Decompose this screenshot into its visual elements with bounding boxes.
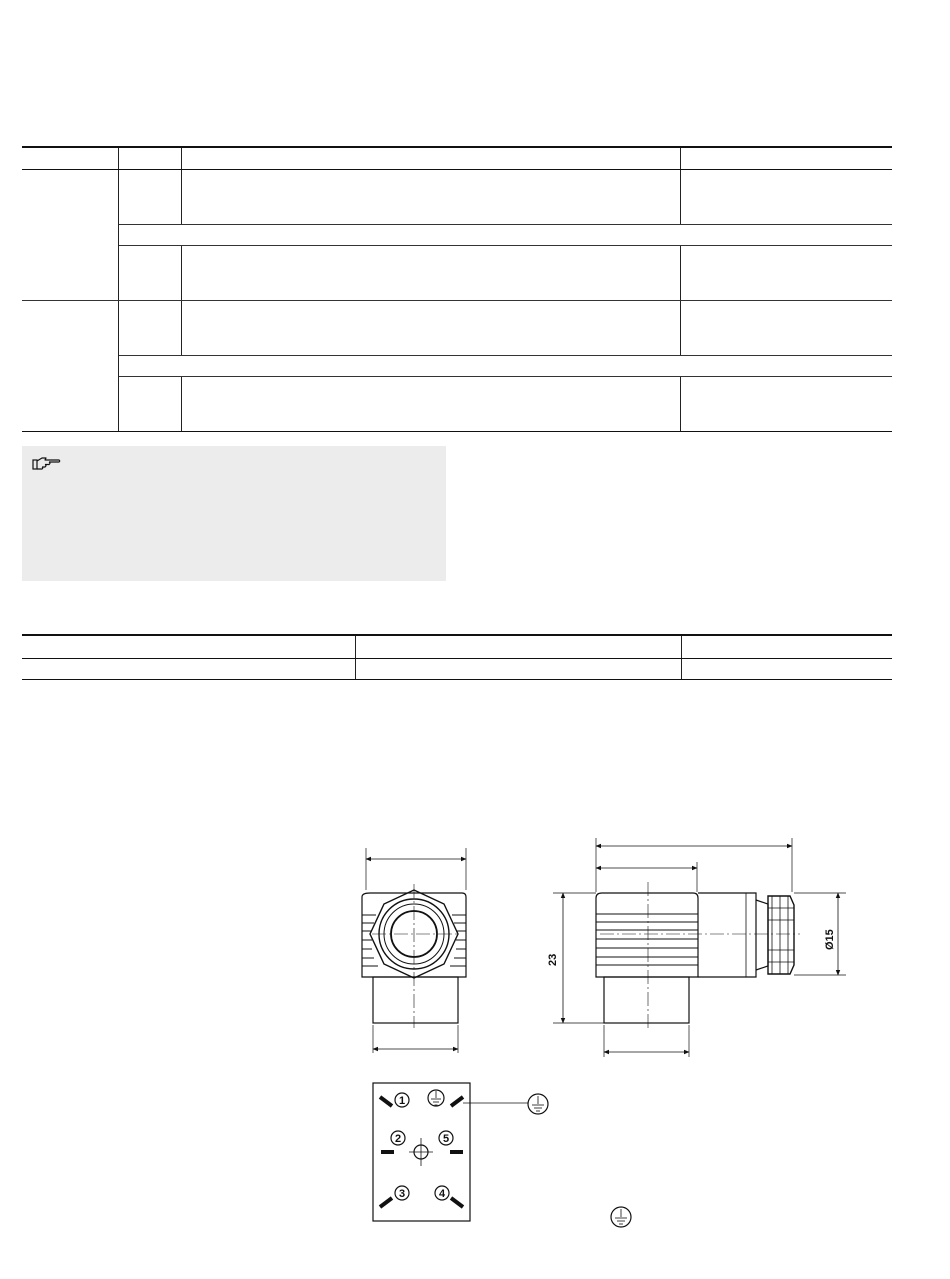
dimension-diameter-label: Ø15 xyxy=(824,929,836,950)
pin-number-label: 1 xyxy=(398,1095,406,1107)
pin-number-label: 3 xyxy=(398,1188,406,1200)
ground-symbol-icon xyxy=(611,1207,631,1227)
pin-number-label: 2 xyxy=(394,1133,402,1145)
front-view xyxy=(362,848,466,1053)
dimension-height-label: 23 xyxy=(547,953,559,966)
pin-number-label: 5 xyxy=(442,1133,450,1145)
side-view xyxy=(553,838,846,1057)
pin-number-label: 4 xyxy=(438,1188,446,1200)
